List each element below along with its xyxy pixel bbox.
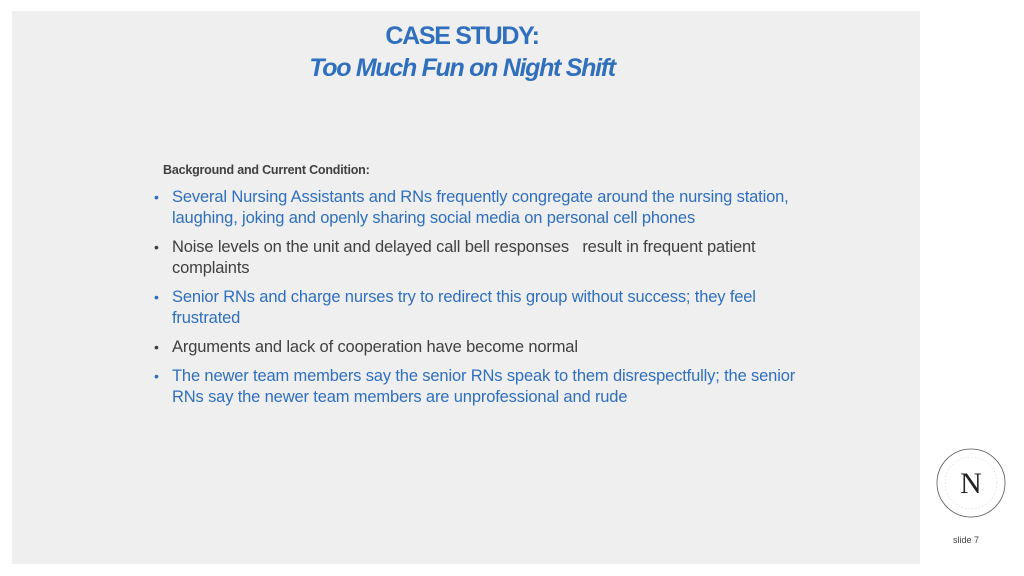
- bullet-item: [154, 237, 804, 279]
- slide-number: slide 7: [953, 535, 980, 545]
- title-line-1: CASE STUDY:: [385, 22, 539, 50]
- bullet-item: [154, 366, 804, 408]
- bullet-text: The newer team members say the senior RNs speak to them disrespectfully; the senior RNs say the newer team members are unprofessional and rude: [172, 367, 796, 406]
- bullet-dot-icon: •: [154, 189, 159, 205]
- bullet-item: [154, 337, 804, 358]
- logo-svg: [935, 447, 1007, 519]
- bullet-dot-icon: •: [154, 339, 159, 355]
- bullet-text: Several Nursing Assistants and RNs frequently congregate around the nursing station, laughing, joking and openly sharing social media on personal cell phones: [172, 188, 789, 227]
- bullet-text: Senior RNs and charge nurses try to redirect this group without success; they feel frustrated: [172, 288, 756, 327]
- title-line-2: Too Much Fun on Night Shift: [309, 54, 615, 82]
- bullet-dot-icon: •: [154, 289, 159, 305]
- logo-letter: N: [960, 467, 982, 500]
- bullet-dot-icon: •: [154, 368, 159, 384]
- bullet-item: [154, 187, 804, 229]
- bullet-item: [154, 287, 804, 329]
- company-seal-icon: [935, 447, 1007, 519]
- bullet-text: Arguments and lack of cooperation have become normal: [172, 338, 578, 356]
- bullet-list: [154, 187, 804, 416]
- section-heading: Background and Current Condition:: [163, 163, 370, 177]
- bullet-text: Noise levels on the unit and delayed call bell responses result in frequent patient complaints: [172, 238, 760, 277]
- slide-title: [0, 20, 924, 84]
- bullet-dot-icon: •: [154, 239, 159, 255]
